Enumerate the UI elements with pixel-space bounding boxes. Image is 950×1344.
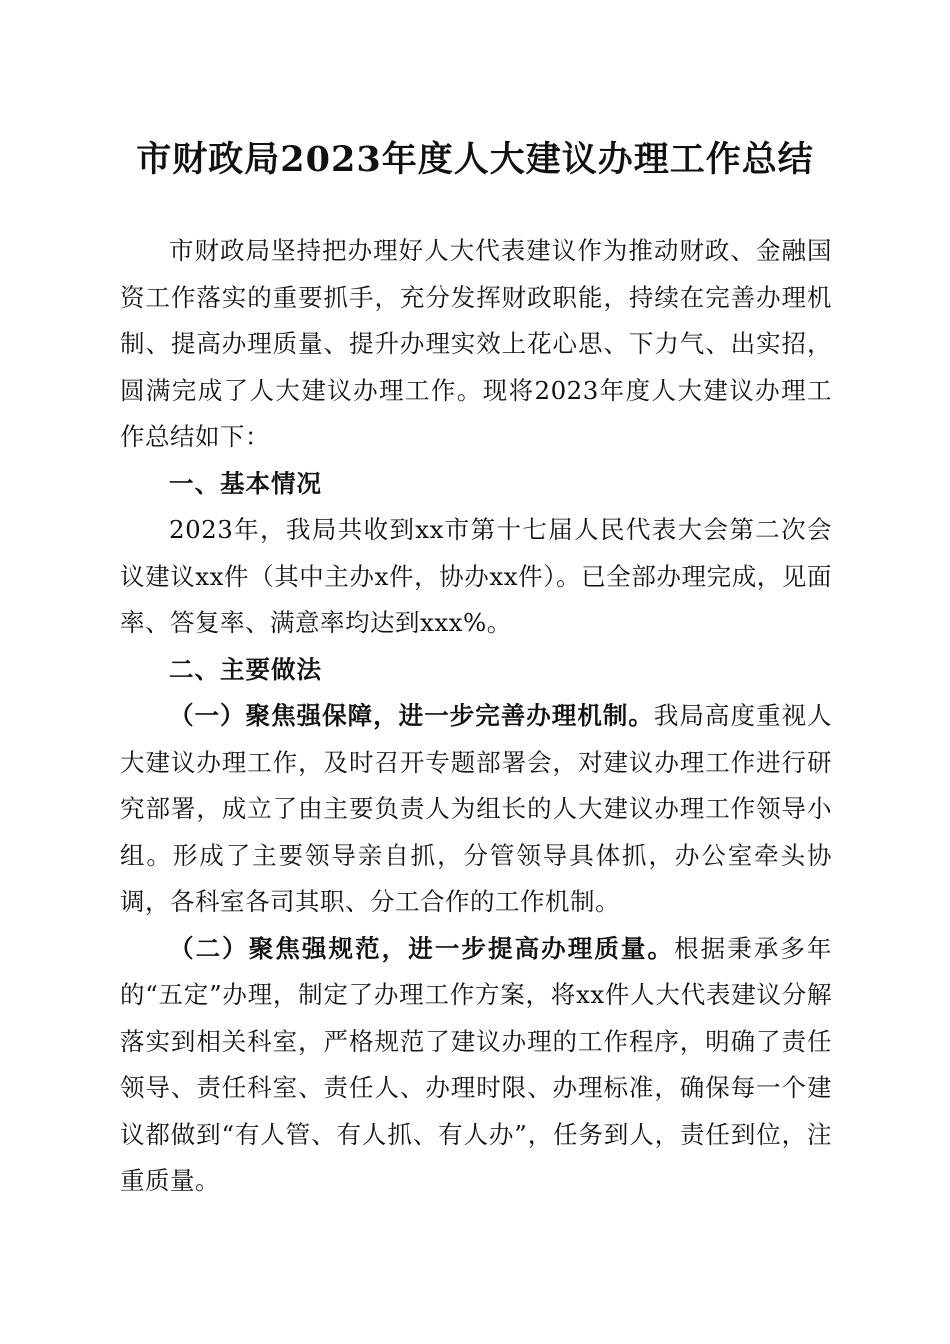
- section-heading-main-practices: 二、主要做法: [169, 654, 322, 684]
- practice-item-2-text: 根据秉承多年的“五定”办理，制定了办理工作方案，将xx件人大代表建议分解落实到相关科室，严格规范了建议办理的工作程序，明确了责任领导、责任科室、责任人、办理时限、办理标准，确保每一个建议都做到“有人管、有人抓、有人办”，任务到人，责任到位，注重质量。: [120, 933, 833, 1195]
- basic-situation-paragraph: 2023年，我局共收到xx市第十七届人民代表大会第二次会议建议xx件（其中主办x件，协办xx件）。已全部办理完成，见面率、答复率、满意率均达到xxx%。: [120, 515, 832, 637]
- document-body: [120, 228, 832, 1205]
- practice-item-1-text: 我局高度重视人大建议办理工作，及时召开专题部署会，对建议办理工作进行研究部署，成立了由主要负责人为组长的人大建议办理工作领导小组。形成了主要领导亲自抓，分管领导具体抓，办公室牵头协调，各科室各司其职、分工合作的工作机制。: [120, 701, 833, 916]
- practice-item-2: [120, 926, 832, 1205]
- section-heading-basic-situation: 一、基本情况: [169, 468, 322, 498]
- practice-item-1-lead: （一）聚焦强保障，进一步完善办理机制。: [169, 701, 654, 730]
- document-title: 市财政局2023年度人大建议办理工作总结: [136, 139, 814, 180]
- practice-item-2-lead: （二）聚焦强规范，进一步提高办理质量。: [169, 933, 675, 963]
- practice-item-1: [120, 693, 832, 926]
- intro-paragraph: 市财政局坚持把办理好人大代表建议作为推动财政、金融国资工作落实的重要抓手，充分发挥财政职能，持续在完善办理机制、提高办理质量、提升办理实效上花心思、下力气、出实招，圆满完成了人大建议办理工作。现将2023年度人大建议办理工作总结如下：: [120, 236, 832, 451]
